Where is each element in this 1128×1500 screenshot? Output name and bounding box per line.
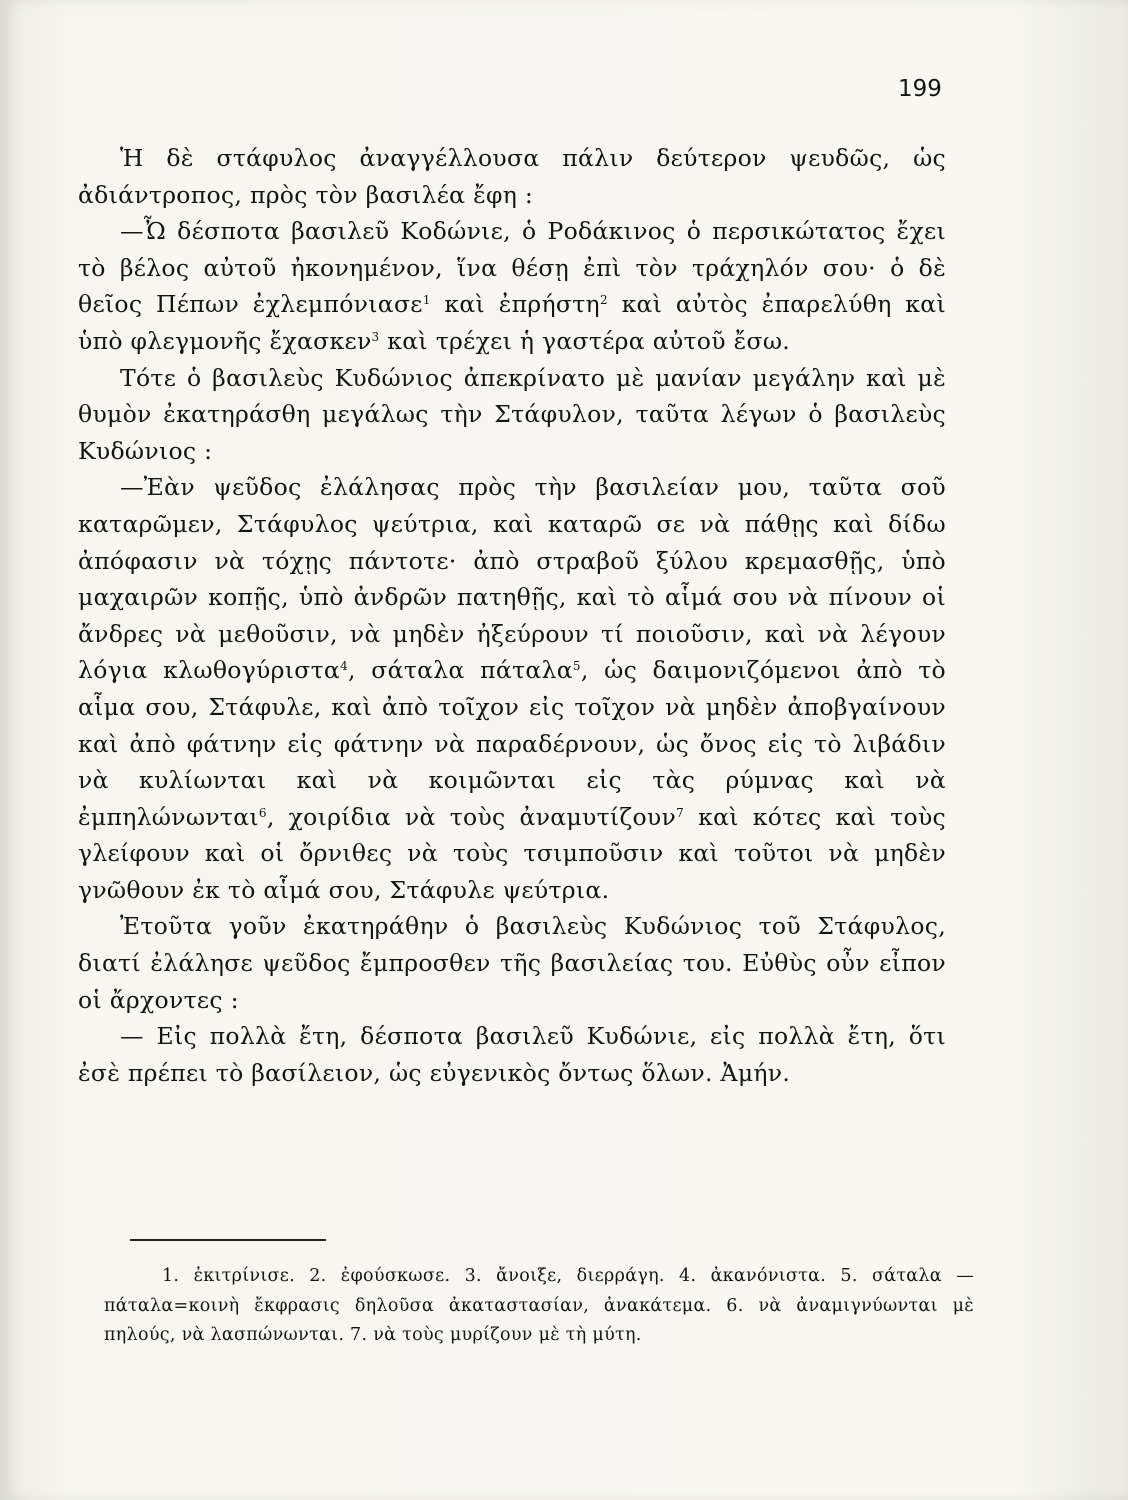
footnote-ref-6: 6 bbox=[258, 805, 267, 820]
footnote-ref-4: 4 bbox=[340, 659, 349, 674]
footnote-ref-3: 3 bbox=[371, 329, 380, 344]
footnote-ref-1: 1 bbox=[422, 293, 431, 308]
footnote-ref-2: 2 bbox=[599, 293, 608, 308]
paragraph-6: — Εἰς πολλὰ ἔτη, δέσποτα βασιλεῦ Κυδώνιε, εἰς πολλὰ ἔτη, ὅτι ἐσὲ πρέπει τὸ βασίλειον, ὡς εὐγενικὸς ὄντως ὅλων. Ἀμήν. bbox=[78, 1022, 946, 1087]
paragraph-3: Τότε ὁ βασιλεὺς Κυδώνιος ἀπεκρίνατο μὲ μανίαν μεγάλην καὶ μὲ θυμὸν ἐκατηράσθη μεγάλως τὴν Στάφυλον, ταῦτα λέγων ὁ βασιλεὺς Κυδώνιος : bbox=[78, 363, 946, 465]
paragraph-4-text-d: , χοιρίδια νὰ τοὺς ἀναμυτίζουν bbox=[266, 802, 677, 831]
page-number: 199 bbox=[898, 76, 942, 102]
paragraph-5: Ἐτοῦτα γοῦν ἐκατηράθην ὁ βασιλεὺς Κυδώνιος τοῦ Στάφυλος, διατί ἐλάλησε ψεῦδος ἔμπροσθεν τῆς βασιλείας του. Εὐθὺς οὖν εἶπον οἱ ἄρχοντες : bbox=[78, 912, 946, 1014]
paragraph-1: Ἡ δὲ στάφυλος ἀναγγέλλουσα πάλιν δεύτερον ψευδῶς, ὡς ἀδιάντροπος, πρὸς τὸν βασιλέα ἔφη : bbox=[78, 144, 946, 209]
main-text bbox=[78, 140, 946, 1091]
paragraph-2-text-b: καὶ ἐπρήστη bbox=[430, 290, 600, 319]
paragraph-2-text-c: καὶ αὐτὸς ἐπαρελύθη καὶ ὑπὸ φλεγμονῆς ἔχασκεν bbox=[78, 290, 946, 355]
paragraph-4-text-b: , σάταλα πάταλα bbox=[348, 656, 573, 685]
footnote-ref-5: 5 bbox=[572, 659, 581, 674]
paragraph-4-text-e: καὶ κότες καὶ τοὺς γλείφουν καὶ οἱ ὄρνιθες νὰ τοὺς τσιμποῦσιν καὶ τοῦτοι νὰ μηδὲν γνῶθουν ἐκ τὸ αἷμά σου, Στάφυλε ψεύτρια. bbox=[78, 802, 946, 904]
footnotes bbox=[104, 1262, 974, 1351]
paragraph-4-text-c: , ὡς δαιμονιζόμενοι ἀπὸ τὸ αἷμα σου, Στάφυλε, καὶ ἀπὸ τοῖχον εἰς τοῖχον νὰ μηδὲν ἀποβγαίνουν καὶ ἀπὸ φάτνην εἰς φάτνην νὰ παραδέρνουν, ὡς ὄνος εἰς τὸ λιβάδιν νὰ κυλίωνται καὶ νὰ κοιμῶνται εἰς τὰς ρύμνας καὶ νὰ ἐμπηλώνωνται bbox=[78, 656, 946, 831]
paragraph-2-text-a: —Ὦ δέσποτα βασιλεῦ Κοδώνιε, ὁ Ροδάκινος ὁ περσικώτατος ἔχει τὸ βέλος αὐτοῦ ἠκονημένον, ἵνα θέσῃ ἐπὶ τὸν τράχηλόν σου· ὁ δὲ θεῖος Πέπων ἐχλεμπόνιασε bbox=[78, 217, 946, 319]
paragraph-2-text-d: καὶ τρέχει ἡ γαστέρα αὐτοῦ ἔσω. bbox=[379, 326, 791, 355]
paragraph-4-text-a: —Ἐὰν ψεῦδος ἐλάλησας πρὸς τὴν βασιλείαν μου, ταῦτα σοῦ καταρῶμεν, Στάφυλος ψεύτρια, καὶ καταρῶ σε νὰ πάθῃς καὶ δίδω ἀπόφασιν νὰ τόχῃς πάντοτε· ἀπὸ στραβοῦ ξύλου κρεμασθῇς, ὑπὸ μαχαιρῶν κοπῇς, ὑπὸ ἀνδρῶν πατηθῇς, καὶ τὸ αἷμά σου νὰ πίνουν οἱ ἄνδρες νὰ μεθοῦσιν, νὰ μηδὲν ἠξεύρουν τί ποιοῦσιν, καὶ νὰ λέγουν λόγια κλωθογύριστα bbox=[78, 473, 946, 685]
paragraph-2 bbox=[78, 213, 946, 359]
footnote-ref-7: 7 bbox=[676, 805, 685, 820]
paragraph-4 bbox=[78, 469, 946, 908]
footnote-divider bbox=[130, 1239, 326, 1241]
footnotes-text: 1. ἐκιτρίνισε. 2. ἐφούσκωσε. 3. ἄνοιξε, διερράγη. 4. ἀκανόνιστα. 5. σάταλα — πάταλα=κοινὴ ἔκφρασις δηλοῦσα ἀκαταστασίαν, ἀνακάτεμα. 6. νὰ ἀναμιγνύωνται μὲ πηλούς, νὰ λασπώνωνται. 7. νὰ τοὺς μυρίζουν μὲ τὴ μύτη. bbox=[104, 1266, 974, 1346]
